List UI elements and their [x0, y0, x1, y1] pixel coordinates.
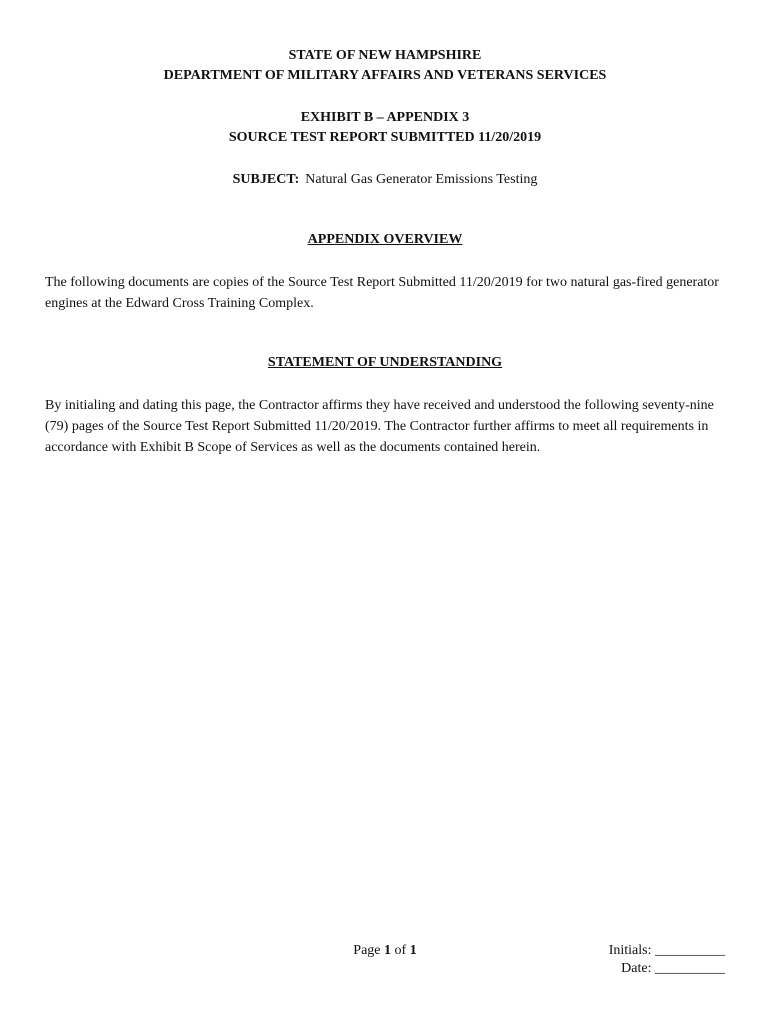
date-field: Date: __________ [621, 961, 725, 976]
subject-label: SUBJECT: [232, 172, 300, 187]
state-title: STATE OF NEW HAMPSHIRE [288, 48, 482, 63]
initials-field: Initials: __________ [608, 943, 725, 958]
exhibit-title: EXHIBIT B – APPENDIX 3 [300, 110, 470, 125]
appendix-overview-paragraph: The following documents are copies of the Source Test Report Submitted 11/20/2019 for two natural gas-fired generator engines at the Edward Cross Training Complex. [45, 275, 719, 311]
department-title: DEPARTMENT OF MILITARY AFFAIRS AND VETERANS SERVICES [163, 68, 607, 83]
report-title: SOURCE TEST REPORT SUBMITTED 11/20/2019 [228, 130, 542, 145]
subject-value: Natural Gas Generator Emissions Testing [305, 172, 538, 187]
page-current: 1 [384, 943, 392, 958]
page-word: Page [353, 943, 381, 958]
page-total: 1 [409, 943, 417, 958]
statement-paragraph: By initialing and dating this page, the Contractor affirms they have received and understood the following seventy-nine (79) pages of the Source Test Report Submitted 11/20/2019. The Contractor further affirms to meet all requirements in accordance with Exhibit B Scope of Services as well as the documents contained herein. [45, 398, 714, 455]
signature-block [609, 942, 725, 978]
page-of: of [394, 943, 407, 958]
subject-line [0, 170, 770, 190]
statement-heading: STATEMENT OF UNDERSTANDING [267, 355, 503, 370]
appendix-overview-heading: APPENDIX OVERVIEW [307, 232, 463, 247]
